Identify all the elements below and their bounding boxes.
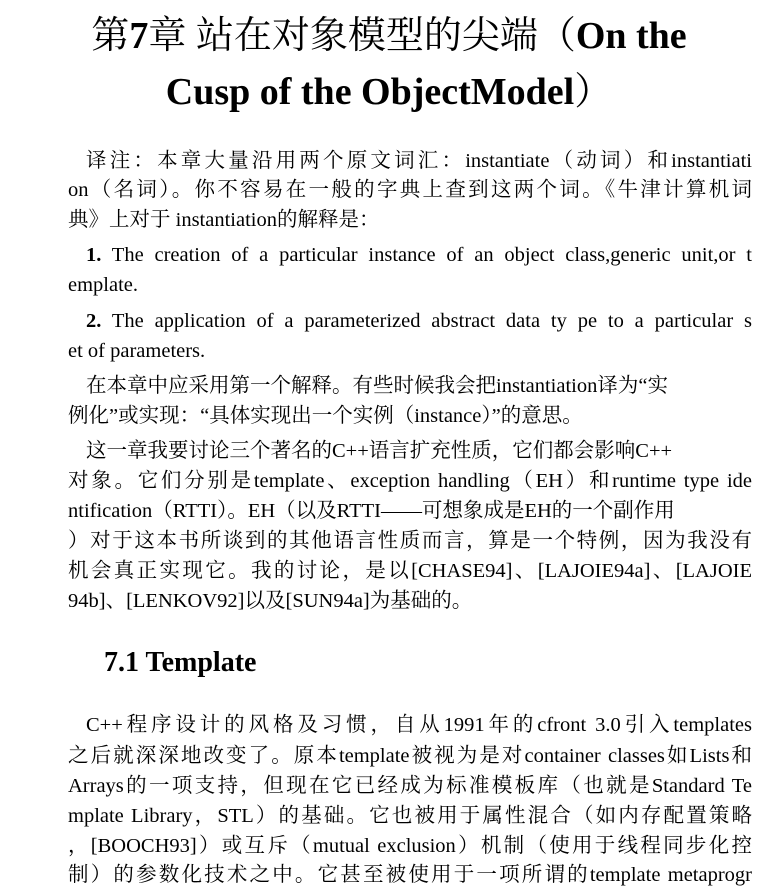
note-line: 译注：本章大量沿用两个原文词汇：instantiate（动词）和instantiati bbox=[86, 150, 752, 172]
paragraph-template-line: 之后就深深地改变了。原本template被视为是对container classes如Lists和 bbox=[68, 745, 752, 767]
paragraph-adopt-line: 例化”或实现：“具体实现出一个实例（instance）”的意思。 bbox=[68, 405, 583, 427]
definition-1 bbox=[86, 240, 752, 270]
chapter-title-en-part2: Cusp of the ObjectModel bbox=[165, 71, 575, 113]
definition-2-continued: et of parameters. bbox=[68, 340, 206, 362]
definition-text: The creation of a particular instance of an object class,generic unit,or t bbox=[101, 244, 752, 266]
definition-1-continued: emplate. bbox=[68, 274, 139, 296]
chapter-title-close-paren: ） bbox=[574, 71, 613, 113]
chapter-number: 7 bbox=[129, 15, 149, 57]
paragraph-intro-line: 94b]、[LENKOV92]以及[SUN94a]为基础的。 bbox=[68, 590, 473, 612]
chapter-title-prefix: 第 bbox=[91, 15, 130, 57]
paragraph-template-line: mplate Library，STL）的基础。它也被用于属性混合（如内存配置策略 bbox=[68, 805, 752, 827]
paragraph-intro-line: ntification（RTTI）。EH（以及RTTI——可想象成是EH的一个副作用 bbox=[68, 500, 675, 522]
chapter-title-line-1 bbox=[0, 8, 778, 64]
paragraph-intro-line: 对象。它们分别是template、exception handling（EH）和runtime type ide bbox=[68, 470, 752, 492]
note-line: on（名词）。你不容易在一般的字典上查到这两个词。《牛津计算机词 bbox=[68, 179, 752, 201]
paragraph-intro-line: 机会真正实现它。我的讨论，是以[CHASE94]、[LAJOIE94a]、[LAJOIE bbox=[68, 560, 752, 582]
chapter-title-line-2 bbox=[0, 64, 778, 120]
note-line: 典》上对于 instantiation的解释是： bbox=[68, 209, 380, 231]
paragraph-intro-line: 这一章我要讨论三个著名的C++语言扩充性质，它们都会影响C++ bbox=[86, 440, 673, 462]
paragraph-intro-line: ）对于这本书所谈到的其他语言性质而言，算是一个特例，因为我没有 bbox=[68, 530, 752, 552]
definition-2 bbox=[86, 306, 752, 336]
definition-number: 2. bbox=[86, 310, 102, 332]
paragraph-adopt-line: 在本章中应采用第一个解释。有些时候我会把instantiation译为“实 bbox=[86, 375, 668, 397]
section-heading: 7.1 Template bbox=[104, 647, 257, 678]
paragraph-template-line: C++程序设计的风格及习惯，自从1991年的cfront 3.0引入templates bbox=[86, 714, 752, 736]
definition-number: 1. bbox=[86, 244, 102, 266]
chapter-title-en-part1: On the bbox=[575, 15, 687, 57]
chapter-title-cn: 章 站在对象模型的尖端（ bbox=[148, 15, 576, 57]
definition-text: The application of a parameterized abstract data ty pe to a particular s bbox=[101, 310, 752, 332]
paragraph-template-line: Arrays的一项支持，但现在它已经成为标准模板库（也就是Standard Te bbox=[68, 775, 752, 797]
paragraph-template-line: ，[BOOCH93]）或互斥（mutual exclusion）机制（使用于线程同步化控 bbox=[68, 835, 752, 857]
paragraph-template-line: 制）的参数化技术之中。它甚至被使用于一项所谓的template metaprogr bbox=[68, 864, 752, 886]
